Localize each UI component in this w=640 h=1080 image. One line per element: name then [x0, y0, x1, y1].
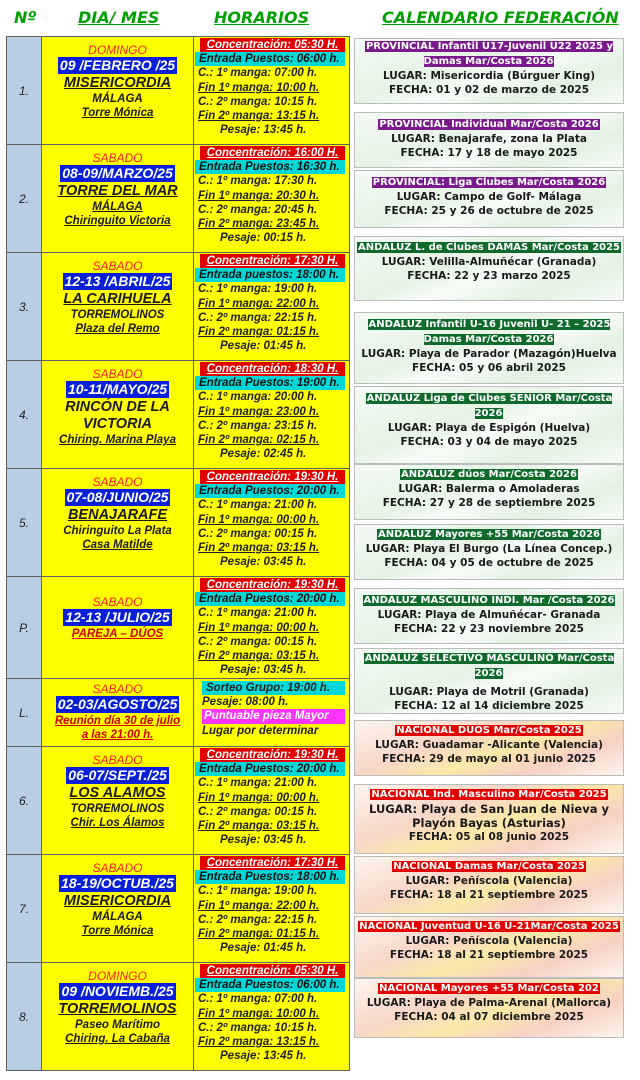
table-row: [6, 145, 350, 253]
calendar-entry: [354, 916, 624, 978]
event-title: NACIONAL Ind. Masculino Mar/Costa 2025: [371, 789, 607, 800]
weekday: DOMINGO: [88, 43, 147, 57]
event-title: ANDALUZ MASCULINO INDI. Mar /Costa 2026: [363, 595, 615, 606]
venue: MISERICORDIA: [63, 75, 172, 91]
event-date: FECHA: 05 al 08 junio 2025: [408, 831, 570, 843]
concentration-time: Concentración: 16:00 H.: [200, 146, 345, 160]
table-row: [6, 747, 350, 855]
date-range: 06-07/SEPT./25: [68, 767, 167, 783]
weigh-in-time: Pesaje: 13:45 h.: [220, 124, 307, 137]
entry-time: Entrada Puestos: 20:00 h.: [195, 592, 345, 606]
weigh-in-time: Pesaje: 03:45 h.: [220, 834, 307, 847]
event-location: LUGAR: Misericordia (Búrguer King): [382, 70, 596, 82]
event-date: FECHA: 22 y 23 marzo 2025: [407, 270, 571, 282]
date-range: 08-09/MARZO/25: [62, 165, 173, 181]
event-location: LUGAR: Guadamar -Alicante (Valencia): [375, 739, 603, 751]
table-row: [6, 577, 350, 679]
calendar-entry: [354, 784, 624, 854]
end-round-2: Fin 2º manga: 13:15 h.: [198, 1036, 320, 1049]
calendar-entry: [354, 386, 624, 464]
end-round-2: Fin 2º manga: 03:15 h.: [198, 820, 320, 833]
event-title: ANDALUZ Infantil U-16 Juvenil U- 21 – 2025 Damas Mar/Costa 2026: [368, 319, 611, 345]
calendar-entry: [354, 170, 624, 228]
row-number: 7.: [7, 855, 42, 962]
event-date: FECHA: 04 y 05 de octubre de 2025: [384, 557, 594, 569]
row-number: L.: [7, 679, 42, 746]
event-title: NACIONAL Mayores +55 Mar/Costa 202: [379, 983, 599, 994]
weekday: SABADO: [92, 595, 143, 609]
weekday: SABADO: [92, 475, 143, 489]
row-number: P.: [7, 577, 42, 678]
calendar-entry: [354, 524, 624, 580]
end-round-2: Fin 2º manga: 03:15 h.: [198, 542, 320, 555]
event-location: LUGAR: Peñíscola (Valencia): [405, 875, 573, 887]
calendar-entry: [354, 588, 624, 644]
weigh-in-time: Pesaje: 03:45 h.: [220, 556, 307, 569]
date-range: 18-19/OCTUB./25: [61, 875, 174, 891]
event-date: FECHA: 18 al 21 septiembre 2025: [389, 889, 589, 901]
start-round-2: C.: 2º manga: 00:15 h.: [198, 635, 318, 648]
start-round-1: C.: 1º manga: 21:00 h.: [198, 499, 318, 512]
spot: Plaza del Remo: [75, 323, 160, 335]
date-range: 09 /NOVIEMB./25: [61, 983, 174, 999]
venue: RINCÓN DE LA VICTORIA: [65, 399, 170, 432]
date-cell: [42, 37, 194, 144]
event-location: LUGAR: Campo de Golf- Málaga: [396, 191, 582, 203]
event-location: LUGAR: Playa de Almuñécar- Granada: [377, 609, 601, 621]
start-round-2: C.: 2º manga: 23:15 h.: [198, 419, 318, 432]
weekday: SABADO: [92, 259, 143, 273]
weigh-in-time: Pesaje: 13:45 h.: [220, 1050, 307, 1063]
event-title: ANDALUZ Liga de Clubes SENIOR Mar/Costa 2026: [366, 393, 613, 419]
end-round-2: Fin 2º manga: 01:15 h.: [198, 326, 320, 339]
hours-cell: [194, 747, 349, 854]
event-location: LUGAR: Balerma o Amoladeras: [398, 483, 580, 495]
location-note: Lugar por determinar: [202, 724, 319, 737]
spot: Chiringuito Victoria: [64, 215, 171, 227]
entry-time: Entrada Puestos: 16:30 h.: [195, 160, 345, 174]
end-round-1: Fin 1º manga: 10:00 h.: [198, 1007, 320, 1020]
entry-time: Entrada Puestos: 20:00 h.: [195, 484, 345, 498]
hours-cell: [194, 577, 349, 678]
end-round-2: Fin 2º manga: 23:45 h.: [198, 218, 320, 231]
table-row: [6, 469, 350, 577]
row-number: 6.: [7, 747, 42, 854]
date-range: 07-08/JUNIO/25: [66, 489, 169, 505]
end-round-2: Fin 2º manga: 13:15 h.: [198, 110, 320, 123]
start-round-1: C.: 1º manga: 07:00 h.: [198, 993, 318, 1006]
event-location: LUGAR: Playa de Motril (Granada): [389, 686, 589, 698]
start-round-2: C.: 2º manga: 20:45 h.: [198, 203, 318, 216]
venue: TORREMOLINOS: [58, 1001, 177, 1017]
weigh-in-time: Pesaje: 02:45 h.: [220, 448, 307, 461]
weekday: SABADO: [92, 367, 143, 381]
row-number: 8.: [7, 963, 42, 1070]
date-range: 09 /FEBRERO /25: [59, 57, 176, 73]
calendar-entry: [354, 978, 624, 1038]
weigh-in-time: Pesaje: 08:00 h.: [202, 696, 289, 709]
table-row: [6, 679, 350, 747]
header-calendar: CALENDARIO FEDERACIÓN: [382, 8, 619, 27]
calendar-entry: [354, 312, 624, 384]
spot: Chiring. Marina Playa: [59, 434, 176, 446]
weekday: SABADO: [92, 682, 143, 696]
event-date: FECHA: 18 al 21 septiembre 2025: [389, 949, 589, 961]
header-hours: HORARIOS: [214, 8, 310, 27]
event-title: PROVINCIAL Individual Mar/Costa 2026: [379, 119, 599, 130]
entry-time: Entrada Puestos: 20:00 h.: [195, 762, 345, 776]
calendar-entry: [354, 38, 624, 104]
start-round-1: C.: 1º manga: 17:30 h.: [198, 175, 318, 188]
event-date: FECHA: 22 y 23 noviembre 2025: [394, 623, 584, 635]
concentration-time: Concentración: 19:30 H.: [200, 470, 345, 484]
date-range: 12-13 /JULIO/25: [65, 609, 170, 625]
event-title: ANDALUZ SELECTIVO MASCULINO Mar/Costa 2026: [364, 653, 615, 679]
venue: LOS ALAMOS: [69, 785, 166, 801]
calendar-entry: [354, 856, 624, 914]
date-range: 10-11/MAYO/25: [67, 381, 168, 397]
event-date: FECHA: 17 y 18 de mayo 2025: [400, 147, 578, 159]
date-cell: [42, 469, 194, 576]
event-title: ANDALUZ Mayores +55 Mar/Costa 2026: [377, 529, 600, 540]
start-round-2: C.: 2º manga: 00:15 h.: [198, 527, 318, 540]
end-round-1: Fin 1º manga: 10:00 h.: [198, 81, 320, 94]
venue: MISERICORDIA: [63, 893, 172, 909]
end-round-2: Fin 2º manga: 02:15 h.: [198, 434, 320, 447]
scoring-badge: Puntuable pieza Mayor: [202, 709, 345, 723]
date-cell: [42, 963, 194, 1070]
end-round-1: Fin 1º manga: 20:30 h.: [198, 189, 320, 202]
end-round-1: Fin 1º manga: 23:00 h.: [198, 405, 320, 418]
calendar-entry: [354, 720, 624, 776]
event-location: LUGAR: Peñíscola (Valencia): [405, 935, 573, 947]
event-location: LUGAR: Playa de San Juan de Nieva y Playón Bayas (Asturias): [369, 802, 609, 830]
header-date: DIA/ MES: [78, 8, 160, 27]
header-num: Nº: [14, 8, 37, 27]
weekday: SABADO: [92, 151, 143, 165]
date-cell: [42, 253, 194, 360]
table-row: [6, 36, 350, 145]
end-round-1: Fin 1º manga: 00:00 h.: [198, 513, 320, 526]
start-round-2: C.: 2º manga: 10:15 h.: [198, 95, 318, 108]
date-cell: [42, 855, 194, 962]
weekday: DOMINGO: [88, 969, 147, 983]
start-round-1: C.: 1º manga: 07:00 h.: [198, 67, 318, 80]
event-location: LUGAR: Benajarafe, zona la Plata: [391, 133, 587, 145]
concentration-time: Concentración: 05:30 H.: [200, 38, 345, 52]
table-row: [6, 253, 350, 361]
event-date: FECHA: 25 y 26 de octubre de 2025: [384, 205, 594, 217]
weekday: SABADO: [92, 753, 143, 767]
hours-cell: [194, 855, 349, 962]
date-range: 02-03/AGOSTO/25: [57, 696, 178, 712]
weekday: SABADO: [92, 861, 143, 875]
date-cell: [42, 679, 194, 746]
spot: PAREJA – DÚOS: [71, 628, 164, 640]
weigh-in-time: Pesaje: 01:45 h.: [220, 340, 307, 353]
end-round-2: Fin 2º manga: 03:15 h.: [198, 650, 320, 663]
hours-cell: [194, 679, 349, 746]
spot: Chir. Los Álamos: [70, 817, 165, 829]
end-round-1: Fin 1º manga: 22:00 h.: [198, 899, 320, 912]
date-cell: [42, 145, 194, 252]
concentration-time: Concentración: 05:30 H.: [200, 964, 345, 978]
event-title: NACIONAL Damas Mar/Costa 2025: [393, 861, 585, 872]
event-date: FECHA: 01 y 02 de marzo de 2025: [388, 84, 590, 96]
spot: Casa Matilde: [82, 539, 153, 551]
meeting-time: a las 21:00 h.: [81, 729, 154, 741]
end-round-1: Fin 1º manga: 22:00 h.: [198, 297, 320, 310]
event-date: FECHA: 12 al 14 diciembre 2025: [394, 700, 584, 712]
hours-cell: [194, 963, 349, 1070]
entry-time: Entrada Puestos: 06:00 h.: [195, 978, 345, 992]
calendar-entry: [354, 236, 624, 301]
entry-time: Entrada Puestos: 06:00 h.: [195, 52, 345, 66]
hours-cell: [194, 361, 349, 468]
event-date: FECHA: 04 al 07 diciembre 2025: [394, 1011, 584, 1023]
start-round-1: C.: 1º manga: 19:00 h.: [198, 885, 318, 898]
spot: Torre Mónica: [81, 107, 154, 119]
event-title: PROVINCIAL: Liga Clubes Mar/Costa 2026: [372, 177, 606, 188]
venue: TORRE DEL MAR: [57, 183, 178, 199]
start-round-2: C.: 2º manga: 22:15 h.: [198, 913, 318, 926]
schedule-table: [6, 36, 350, 1071]
city: MÁLAGA: [92, 911, 143, 923]
city: TORREMOLINOS: [70, 803, 165, 815]
concentration-time: Concentración: 19:30 H.: [200, 748, 345, 762]
weigh-in-time: Pesaje: 03:45 h.: [220, 664, 307, 677]
date-cell: [42, 361, 194, 468]
event-date: FECHA: 05 y 06 abril 2025: [412, 362, 566, 374]
table-row: [6, 963, 350, 1071]
event-location: LUGAR: Velilla-Almuñécar (Granada): [381, 256, 597, 268]
event-location: LUGAR: Playa de Parador (Mazagón)Huelva: [361, 348, 617, 360]
city: MÁLAGA: [92, 201, 143, 213]
event-location: LUGAR: Playa El Burgo (La Línea Concep.): [365, 543, 613, 555]
row-number: 5.: [7, 469, 42, 576]
start-round-2: C.: 2º manga: 10:15 h.: [198, 1021, 318, 1034]
city: Chiringuito La Plata: [63, 525, 172, 537]
row-number: 1.: [7, 37, 42, 144]
draw-time: Sorteo Grupo: 19:00 h.: [202, 681, 345, 695]
end-round-1: Fin 1º manga: 00:00 h.: [198, 791, 320, 804]
row-number: 2.: [7, 145, 42, 252]
spot: Chiring. La Cabaña: [65, 1033, 170, 1045]
row-number: 4.: [7, 361, 42, 468]
concentration-time: Concentración: 17:30 H.: [200, 254, 345, 268]
entry-time: Entrada Puestos: 19:00 h.: [195, 376, 345, 390]
start-round-2: C.: 2º manga: 00:15 h.: [198, 805, 318, 818]
event-title: ANDALUZ L. de Clubes DAMAS Mar/Costa 2025: [357, 242, 621, 253]
meeting-note: Reunión día 30 de julio: [54, 715, 181, 727]
hours-cell: [194, 469, 349, 576]
event-title: NACIONAL Juventud U-16 U-21Mar/Costa 2025: [359, 921, 619, 932]
end-round-2: Fin 2º manga: 01:15 h.: [198, 928, 320, 941]
entry-time: Entrada Puestos: 18:00 h.: [195, 870, 345, 884]
hours-cell: [194, 145, 349, 252]
start-round-1: C.: 1º manga: 21:00 h.: [198, 607, 318, 620]
entry-time: Entrada puestos: 18:00 h.: [195, 268, 345, 282]
event-date: FECHA: 29 de mayo al 01 junio 2025: [382, 753, 596, 765]
city: Paseo Marítimo: [75, 1019, 160, 1031]
date-cell: [42, 747, 194, 854]
city: TORREMOLINOS: [70, 309, 165, 321]
date-cell: [42, 577, 194, 678]
venue: LA CARIHUELA: [63, 291, 172, 307]
event-location: LUGAR: Playa de Palma-Arenal (Mallorca): [366, 997, 612, 1009]
event-title: ANDALUZ dúos Mar/Costa 2026: [401, 469, 577, 480]
concentration-time: Concentración: 17:30 H.: [200, 856, 345, 870]
hours-cell: [194, 253, 349, 360]
start-round-1: C.: 1º manga: 19:00 h.: [198, 283, 318, 296]
event-title: NACIONAL DÚOS Mar/Costa 2025: [396, 725, 582, 736]
calendar-entry: [354, 464, 624, 520]
calendar-entry: [354, 112, 624, 168]
event-title: PROVINCIAL Infantil U17-Juvenil U22 2025 y Damas Mar/Costa 2026: [365, 41, 614, 67]
start-round-2: C.: 2º manga: 22:15 h.: [198, 311, 318, 324]
event-location: LUGAR: Playa de Espigón (Huelva): [387, 422, 591, 434]
weigh-in-time: Pesaje: 00:15 h.: [220, 232, 307, 245]
table-row: [6, 855, 350, 963]
city: MÁLAGA: [92, 93, 143, 105]
event-date: FECHA: 27 y 28 de septiembre 2025: [382, 497, 596, 509]
start-round-1: C.: 1º manga: 21:00 h.: [198, 777, 318, 790]
hours-cell: [194, 37, 349, 144]
venue: BENAJARAFE: [67, 507, 168, 523]
weigh-in-time: Pesaje: 01:45 h.: [220, 942, 307, 955]
calendar-entry: [354, 648, 624, 714]
concentration-time: Concentración: 18:30 H.: [200, 362, 345, 376]
table-row: [6, 361, 350, 469]
event-date: FECHA: 03 y 04 de mayo 2025: [400, 436, 578, 448]
concentration-time: Concentración: 19:30 H.: [200, 578, 345, 592]
start-round-1: C.: 1º manga: 20:00 h.: [198, 391, 318, 404]
row-number: 3.: [7, 253, 42, 360]
end-round-1: Fin 1º manga: 00:00 h.: [198, 621, 320, 634]
spot: Torre Mónica: [81, 925, 154, 937]
date-range: 12-13 /ABRIL/25: [64, 273, 171, 289]
